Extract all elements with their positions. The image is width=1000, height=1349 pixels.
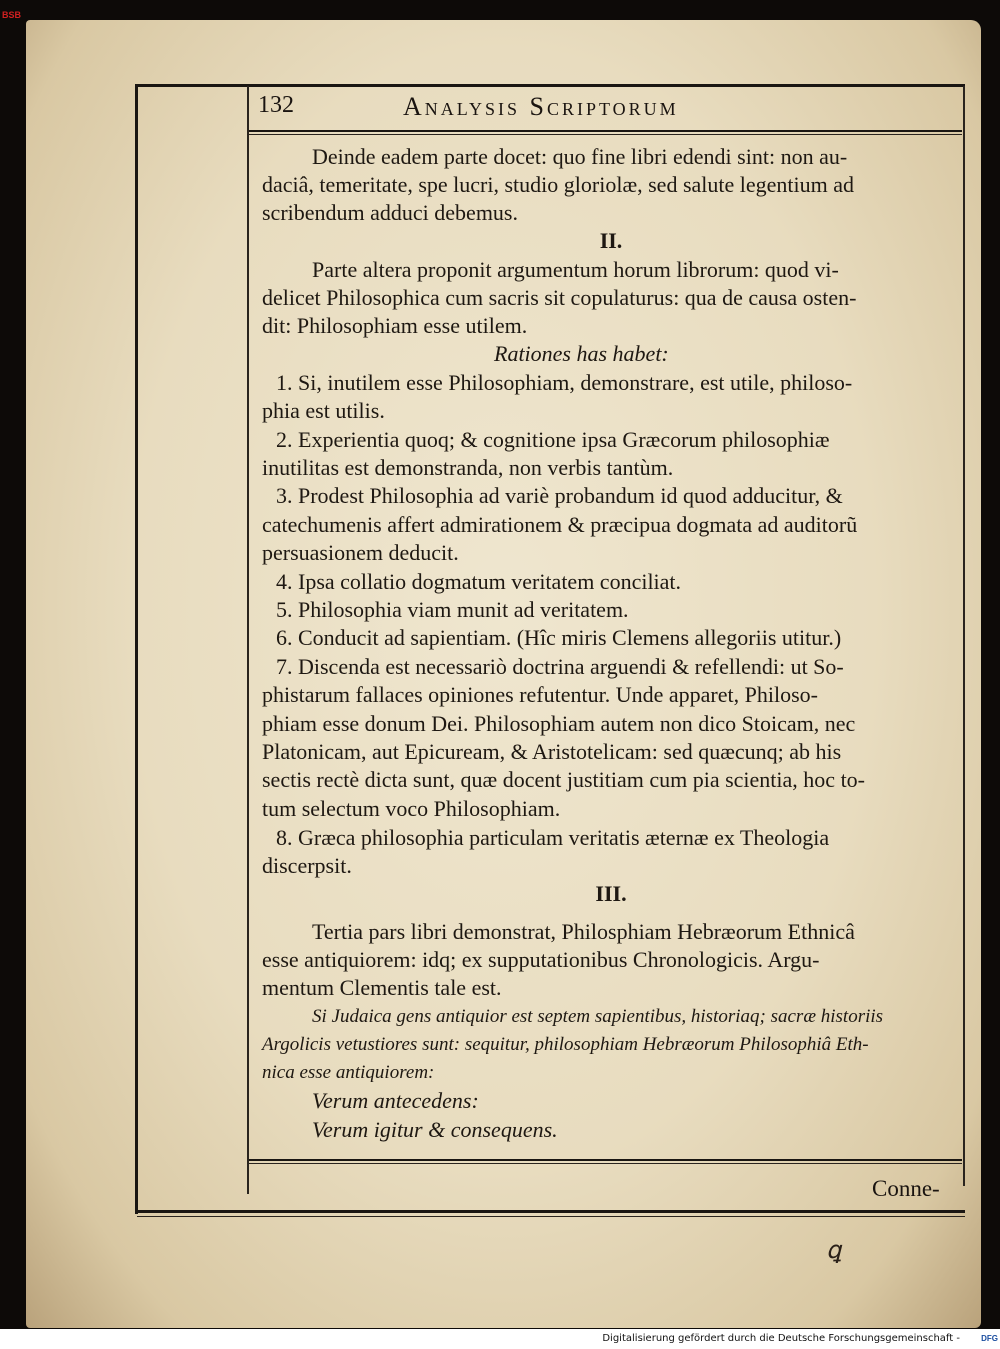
- header-rule: [249, 130, 962, 132]
- text-line: tum selectum voco Philosophiam.: [262, 796, 561, 821]
- page-number: 132: [258, 92, 294, 118]
- text-line: esse antiquiorem: idq; ex supputationibus Chronologicis. Argu-: [262, 947, 820, 972]
- text-line: persuasionem deducit.: [262, 540, 459, 565]
- text-line: discerpsit.: [262, 853, 352, 878]
- text-line: catechumenis affert admirationem & præcipua dogmata ad auditorũ: [262, 512, 858, 537]
- section-numeral: III.: [595, 881, 627, 906]
- text-line-italic: Argolicis vetustiores sunt: sequitur, philosophiam Hebræorum Philosophiâ Eth-: [262, 1034, 869, 1055]
- frame-rule-bottom-thin: [137, 1216, 965, 1217]
- frame-rule-left: [135, 84, 138, 1214]
- text-line: dit: Philosophiam esse utilem.: [262, 313, 528, 338]
- footer-rule-thin: [249, 1163, 962, 1164]
- text-line: Parte altera proponit argumentum horum librorum: quod vi-: [312, 257, 839, 282]
- text-line: scribendum adduci debemus.: [262, 200, 518, 225]
- list-item: 3. Prodest Philosophia ad variè probandum id quod adducitur, &: [276, 483, 843, 508]
- list-item: 5. Philosophia viam munit ad veritatem.: [276, 597, 629, 622]
- header-rule-thin: [249, 134, 962, 135]
- text-line-italic: Verum igitur & consequens.: [312, 1117, 558, 1142]
- dfg-logo: DFG: [981, 1334, 998, 1343]
- text-line: phiam esse donum Dei. Philosophiam autem non dico Stoicam, nec: [262, 711, 856, 736]
- text-line-italic: nica esse antiquiorem:: [262, 1062, 435, 1083]
- text-line-italic: Si Judaica gens antiquior est septem sapientibus, historiaq; sacræ historiis: [312, 1006, 884, 1027]
- text-line: Tertia pars libri demonstrat, Philosphiam Hebræorum Ethnicâ: [312, 919, 855, 944]
- frame-rule-bottom: [137, 1210, 965, 1213]
- text-line: Deinde eadem parte docet: quo fine libri edendi sint: non au-: [312, 144, 848, 169]
- catchword: Conne-: [872, 1176, 940, 1201]
- section-numeral: II.: [599, 228, 623, 253]
- text-line: Platonicam, aut Epicuream, & Aristotelicam: sed quæcunq; ab his: [262, 739, 842, 764]
- right-column-rule: [963, 86, 965, 1186]
- footer-bar: [0, 1329, 1000, 1349]
- frame-rule-top: [137, 84, 965, 87]
- text-line: sectis rectè dicta sunt, quæ docent justitiam cum pia scientia, hoc to-: [262, 767, 866, 792]
- list-item: 4. Ipsa collatio dogmatum veritatem conciliat.: [276, 569, 682, 594]
- text-line: delicet Philosophica cum sacris sit copulaturus: qua de causa osten-: [262, 285, 857, 310]
- list-item: 8. Græca philosophia particulam veritatis æternæ ex Theologia: [276, 825, 830, 850]
- text-line: mentum Clementis tale est.: [262, 975, 502, 1000]
- margin-column-rule: [247, 86, 249, 1194]
- list-item: 1. Si, inutilem esse Philosophiam, demonstrare, est utile, philoso-: [276, 370, 853, 395]
- footer-credit: Digitalisierung gefördert durch die Deutsche Forschungsgemeinschaft -: [602, 1333, 960, 1344]
- library-corner-label: BSB: [2, 10, 22, 20]
- list-item: 2. Experientia quoq; & cognitione ipsa Græcorum philosophiæ: [276, 427, 830, 452]
- list-item: 6. Conducit ad sapientiam. (Hîc miris Clemens allegoriis utitur.): [276, 625, 842, 650]
- text-line: phia est utilis.: [262, 398, 385, 423]
- text-line: daciâ, temeritate, spe lucri, studio gloriolæ, sed salute legentium ad: [262, 172, 855, 197]
- running-title: Analysis Scriptorum: [403, 92, 679, 121]
- list-item: 7. Discenda est necessariò doctrina arguendi & refellendi: ut So-: [276, 654, 844, 679]
- text-line: phistarum fallaces opiniones refutentur. Unde apparet, Philoso-: [262, 682, 818, 707]
- ink-mark: ꝗ: [826, 1238, 842, 1264]
- footer-rule: [249, 1159, 962, 1161]
- text-line-italic: Verum antecedens:: [312, 1088, 479, 1113]
- text-line-italic: Rationes has habet:: [494, 341, 669, 366]
- text-line: inutilitas est demonstranda, non verbis tantùm.: [262, 455, 674, 480]
